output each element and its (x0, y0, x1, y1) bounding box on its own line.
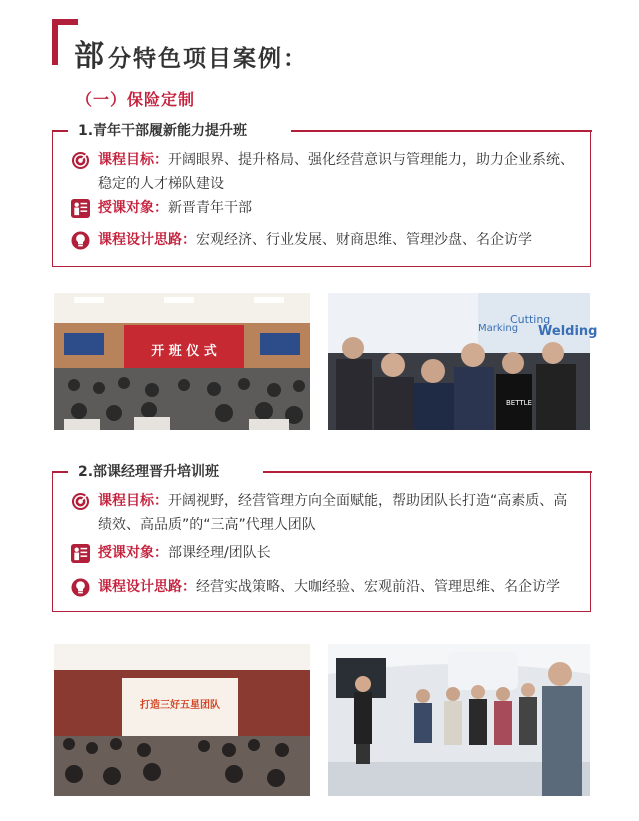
audience-icon (71, 199, 90, 218)
item-label: 课程目标： (98, 152, 168, 168)
item-label: 课程设计思路： (98, 579, 196, 595)
sign-word-welding: Welding (538, 324, 598, 339)
screen-text: 打造三好五星团队 (140, 700, 220, 711)
photo-training-classroom (54, 644, 310, 796)
item-text: 新晋青年干部 (168, 200, 252, 216)
photo-opening-ceremony (54, 293, 310, 430)
target-icon (71, 151, 90, 170)
shirt-text: BETTLE (506, 399, 532, 407)
page-title-first-char: 部 (74, 39, 106, 74)
item-text: 开阔视野，经营管理方向全面赋能，帮助团队长打造“高素质、高绩效、高品质”的“三高”代理人团队 (98, 493, 568, 533)
design-row (71, 228, 574, 252)
course-goal-row (71, 489, 574, 537)
section-heading: （一）保险定制 (76, 90, 196, 109)
item-text: 部课经理/团队长 (168, 545, 271, 561)
item-label: 课程目标： (98, 493, 168, 509)
lightbulb-icon (71, 231, 90, 250)
program-title: 1.青年干部履新能力提升班 (73, 120, 252, 140)
item-label: 课程设计思路： (98, 232, 196, 248)
audience-icon (71, 544, 90, 563)
sign-word-marking: Marking (478, 323, 519, 334)
item-text: 宏观经济、行业发展、财商思维、管理沙盘、名企访学 (196, 232, 532, 248)
item-label: 授课对象： (98, 200, 168, 216)
page-title-rest: 分特色项目案例： (108, 46, 308, 72)
photo-exhibition-tour (328, 644, 590, 796)
course-goal-row (71, 148, 574, 196)
lightbulb-icon (71, 578, 90, 597)
program-title: 2.部课经理晋升培训班 (73, 461, 224, 481)
item-text: 开阔眼界、提升格局、强化经营意识与管理能力，助力企业系统、稳定的人才梯队建设 (98, 152, 574, 192)
audience-row (71, 541, 574, 565)
banner-text: 开 班 仪 式 (151, 344, 217, 359)
sign-word-cutting: Cutting (510, 313, 551, 326)
target-icon (71, 492, 90, 511)
design-row (71, 575, 574, 599)
card-top-border (263, 471, 592, 473)
item-label: 授课对象： (98, 545, 168, 561)
card-top-border (291, 130, 592, 132)
program-card-2 (52, 464, 591, 612)
audience-row (71, 196, 574, 220)
item-text: 经营实战策略、大咖经验、宏观前沿、管理思维、名企访学 (196, 579, 560, 595)
program-card-1 (52, 123, 591, 267)
photo-factory-visit (328, 293, 598, 430)
page-title (74, 31, 308, 75)
